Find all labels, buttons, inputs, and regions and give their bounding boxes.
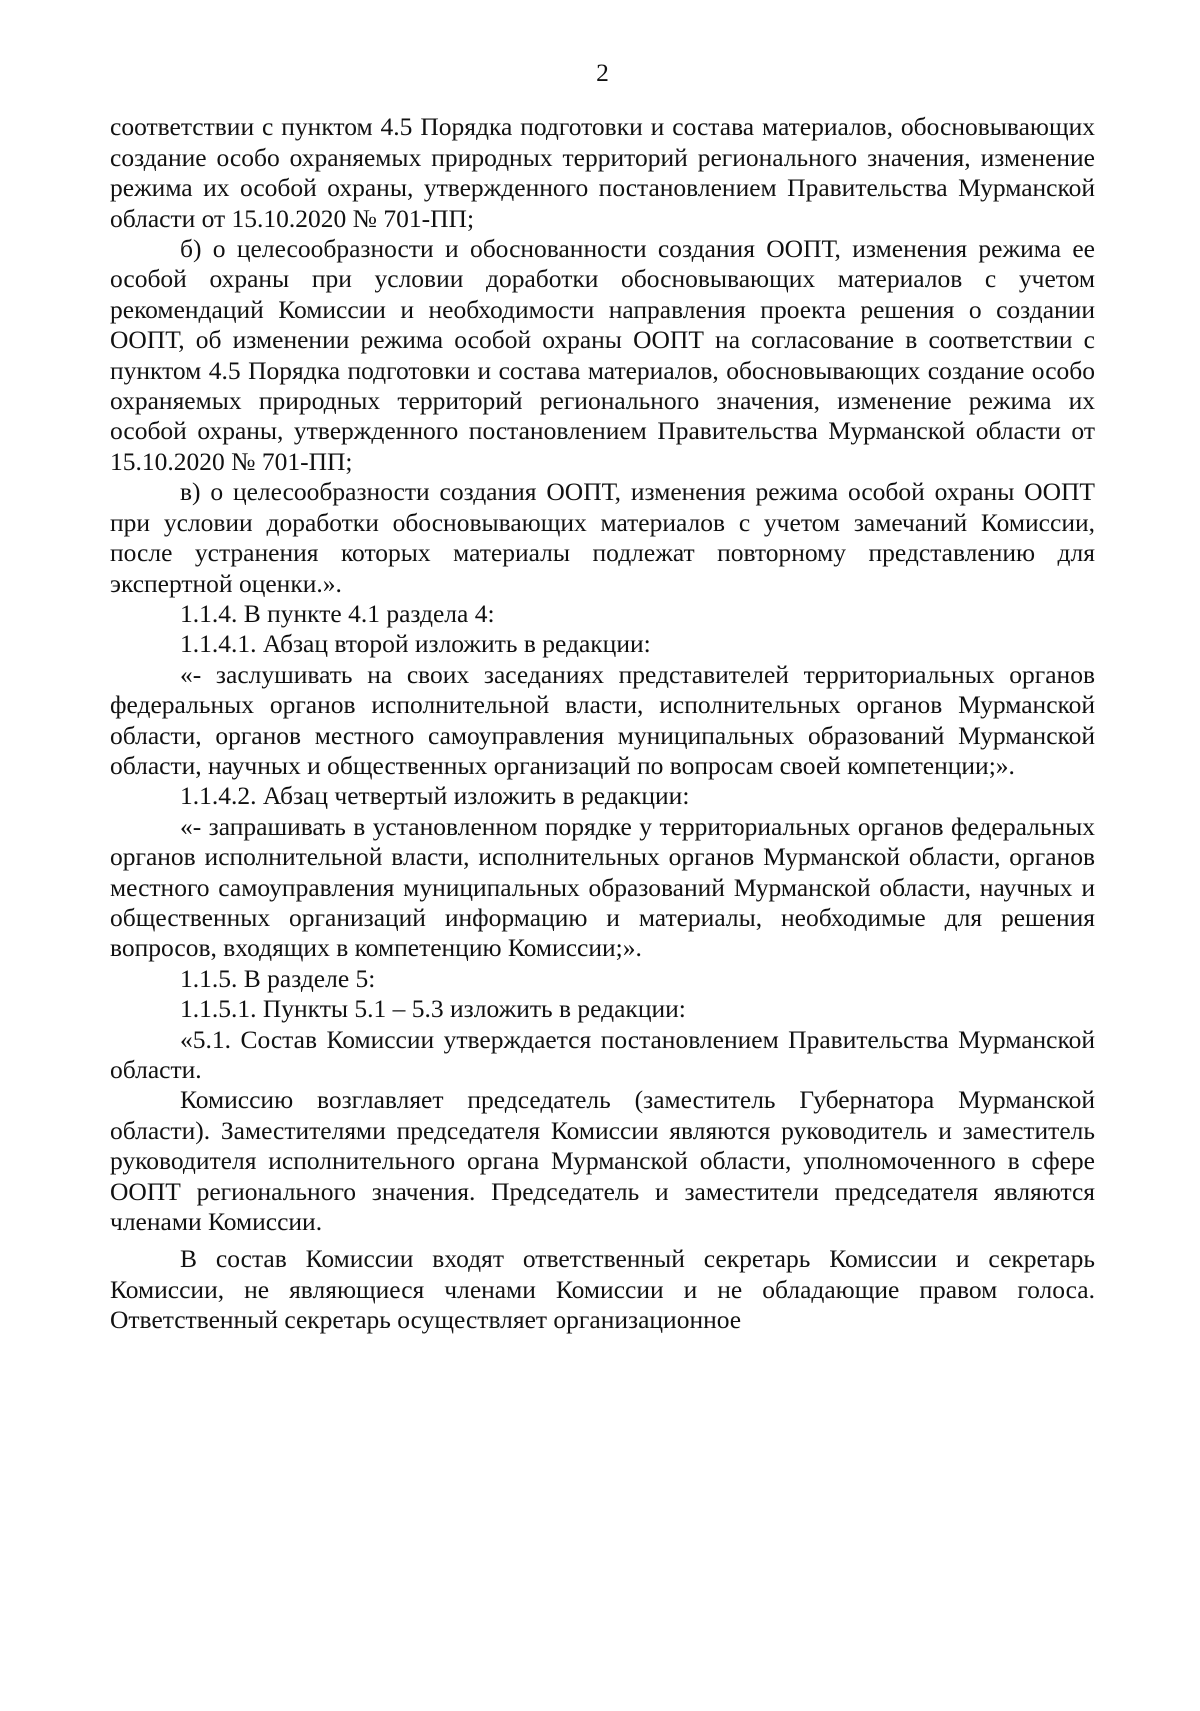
paragraph-item-v: в) о целесообразности создания ООПТ, изменения режима особой охраны ООПТ при условии доработки обосновывающих материалов с учетом замечаний Комиссии, после устранения которых материалы подлежат повторному представлению для экспертной оценки.». [110, 477, 1095, 598]
paragraph-1-1-4: 1.1.4. В пункте 4.1 раздела 4: [180, 598, 495, 628]
paragraph-quote-hear: «- заслушивать на своих заседаниях представителей территориальных органов федеральных органов исполнительной власти, исполнительных органов Мурманской области, органов местного самоуправления муниципальных образований Мурманской области, научных и общественных организаций по вопросам своей компетенции;». [110, 659, 1095, 780]
paragraph-1-1-5-1: 1.1.5.1. Пункты 5.1 – 5.3 изложить в редакции: [180, 994, 686, 1024]
paragraph-item-b: б) о целесообразности и обоснованности создания ООПТ, изменения режима ее особой охраны при условии доработки обосновывающих материалов с учетом рекомендаций Комиссии и необходимости направления проекта решения о создании ООПТ, об изменении режима особой охраны ООПТ на согласование в соответствии с пунктом 4.5 Порядка подготовки и состава материалов, обосновывающих создание особо охраняемых природных территорий регионального значения, изменение режима их особой охраны, утвержденного постановлением Правительства Мурманской области от 15.10.2020 № 701-ПП; [110, 234, 1095, 476]
paragraph-5-1: «5.1. Состав Комиссии утверждается постановлением Правительства Мурманской области. [110, 1024, 1095, 1084]
paragraph-1-1-4-2: 1.1.4.2. Абзац четвертый изложить в редакции: [180, 781, 690, 811]
paragraph-chair: Комиссию возглавляет председатель (заместитель Губернатора Мурманской области). Заместителями председателя Комиссии являются руководитель и заместитель руководителя исполнительного органа Мурманской области, уполномоченного в сфере ООПТ регионального значения. Председатель и заместители председателя являются членами Комиссии. [110, 1085, 1095, 1237]
paragraph-secretary: В состав Комиссии входят ответственный секретарь Комиссии и секретарь Комиссии, не являющиеся членами Комиссии и не обладающие правом голоса. Ответственный секретарь осуществляет организационное [110, 1244, 1095, 1335]
paragraph-1-1-5: 1.1.5. В разделе 5: [180, 963, 376, 993]
paragraph-quote-request: «- запрашивать в установленном порядке у территориальных органов федеральных органов исполнительной власти, исполнительных органов Мурманской области, органов местного самоуправления муниципальных образований Мурманской области, научных и общественных организаций информацию и материалы, необходимые для решения вопросов, входящих в компетенцию Комиссии;». [110, 811, 1095, 963]
paragraph-1-1-4-1: 1.1.4.1. Абзац второй изложить в редакции: [180, 629, 651, 659]
paragraph-continuation: соответствии с пунктом 4.5 Порядка подготовки и состава материалов, обосновывающих создание особо охраняемых природных территорий регионального значения, изменение режима их особой охраны, утвержденного постановлением Правительства Мурманской области от 15.10.2020 № 701-ПП; [110, 112, 1095, 233]
page-number: 2 [596, 58, 609, 87]
